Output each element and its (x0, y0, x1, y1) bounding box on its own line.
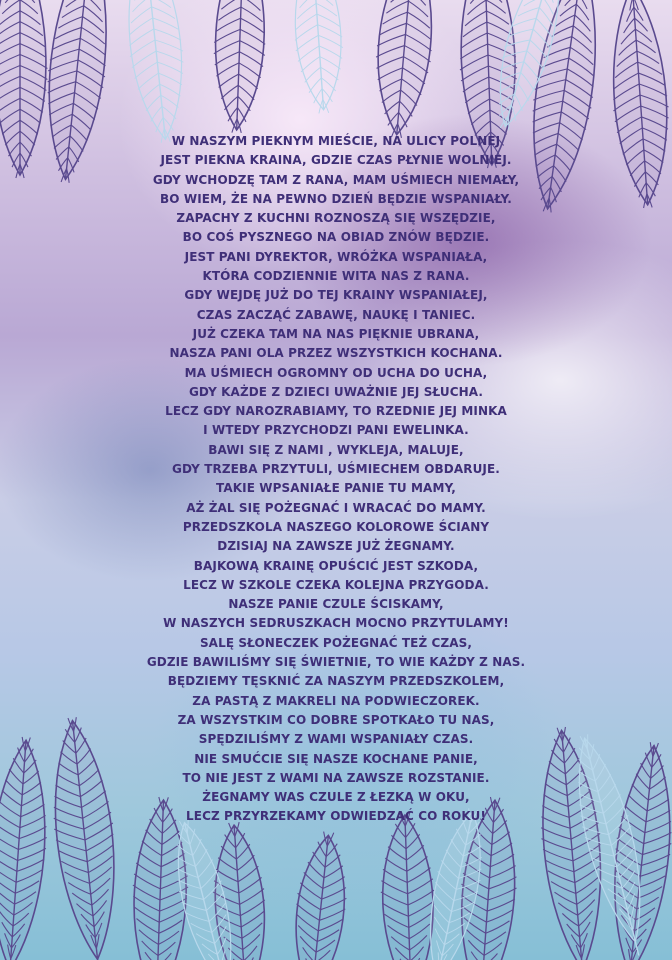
poem-line: ZA WSZYSTKIM CO DOBRE SPOTKAŁO TU NAS, (177, 712, 495, 727)
poem-line: ZAPACHY Z KUCHNI ROZNOSZĄ SIĘ WSZĘDZIE, (176, 211, 496, 226)
poem-line: KTÓRA CODZIENNIE WITA NAS Z RANA. (202, 269, 470, 284)
feather-leaf-icon (117, 0, 193, 145)
feather-leaf-icon (286, 830, 353, 960)
poem-line: ŻEGNAMY WAS CZULE Z ŁEZKĄ W OKU, (202, 790, 470, 805)
poem-line: CZAS ZACZĄĆ ZABAWĘ, NAUKĘ I TANIEC. (196, 307, 476, 322)
poem-line: PRZEDSZKOLA NASZEGO KOLOROWE ŚCIANY (182, 519, 490, 534)
poem-line: I WTEDY PRZYCHODZI PANI EWELINKA. (203, 423, 469, 438)
poem-line: JUŻ CZEKA TAM NA NAS PIĘKNIE UBRANA, (192, 326, 480, 341)
poem-line: ZA PASTĄ Z MAKRELI NA PODWIECZOREK. (192, 693, 480, 708)
poem-line: GDY WEJDĘ JUŻ DO TEJ KRAINY WSPANIAŁEJ, (184, 288, 488, 303)
poem-line: GDY KAŻDE Z DZIECI UWAŻNIE JEJ SŁUCHA. (188, 384, 484, 399)
poem-line: NIE SMUĆCIE SIĘ NASZE KOCHANE PANIE, (194, 751, 478, 766)
poem-line: LECZ PRZYRZEKAMY ODWIEDZAĆ CO ROKU! (186, 809, 486, 824)
feather-leaf-icon (0, 735, 54, 960)
poem-line: MA UŚMIECH OGROMNY OD UCHA DO UCHA, (184, 365, 488, 380)
poem-line: SPĘDZILIŚMY Z WAMI WSPANIAŁY CZAS. (198, 732, 474, 747)
poem-line: NASZA PANI OLA PRZEZ WSZYSTKICH KOCHANA. (169, 346, 503, 361)
poem-line: BAWI SIĘ Z NAMI , WYKLEJA, MALUJE, (208, 442, 464, 457)
poem-line: GDY WCHODZĘ TAM Z RANA, MAM UŚMIECH NIEMAŁY, (152, 172, 520, 187)
poem-line: BO WIEM, ŻE NA PEWNO DZIEŃ BĘDZIE WSPANIAŁY. (160, 191, 512, 206)
poem-line: BO COŚ PYSZNEGO NA OBIAD ZNÓW BĘDZIE. (182, 230, 490, 245)
poem-line: SALĘ SŁONECZEK POŻEGNAĆ TEŻ CZAS, (199, 635, 473, 650)
poem-line: BĘDZIEMY TĘSKNIĆ ZA NASZYM PRZEDSZKOLEM, (167, 674, 505, 689)
feather-leaf-icon (0, 0, 47, 178)
feather-leaf-icon (211, 0, 269, 134)
poem-line: NASZE PANIE CZULE ŚCISKAMY, (228, 597, 444, 612)
poem-line: W NASZYCH SEDRUSZKACH MOCNO PRZYTULAMY! (163, 616, 509, 631)
poem-line: AŻ ŻAL SIĘ POŻEGNAĆ I WRACAĆ DO MAMY. (186, 500, 486, 515)
poem-text (96, 132, 576, 827)
feather-leaf-icon (369, 0, 441, 140)
poem-line: BAJKOWĄ KRAINĘ OPUŚCIĆ JEST SZKODA, (193, 558, 479, 573)
poem-line: GDY TRZEBA PRZYTULI, UŚMIECHEM OBDARUJE. (172, 462, 500, 477)
poem-line: W NASZYM PIEKNYM MIEŚCIE, NA ULICY POLNEJ (171, 134, 501, 148)
poem-line: LECZ GDY NAROZRABIAMY, TO RZEDNIE JEJ MINKA (165, 404, 507, 419)
poem-line: JEST PIEKNA KRAINA, GDZIE CZAS PŁYNIE WOLNIEJ. (160, 153, 512, 168)
feather-leaf-icon (378, 811, 438, 960)
poem-line: TO NIE JEST Z WAMI NA ZAWSZE ROZSTANIE. (182, 770, 490, 785)
poem-line: GDZIE BAWILIŚMY SIĘ ŚWIETNIE, TO WIE KAŻDY Z NAS. (146, 655, 526, 670)
poem-line: DZISIAJ NA ZAWSZE JUŻ ŻEGNAMY. (217, 539, 455, 554)
feather-leaf-icon (288, 0, 347, 115)
poem-line: JEST PANI DYREKTOR, WRÓŻKA WSPANIAŁA, (184, 249, 488, 264)
poem-line: LECZ W SZKOLE CZEKA KOLEJNA PRZYGODA. (183, 577, 489, 592)
feather-leaf-icon (604, 0, 672, 210)
poem-line: TAKIE WPSANIAŁE PANIE TU MAMY, (216, 481, 456, 496)
